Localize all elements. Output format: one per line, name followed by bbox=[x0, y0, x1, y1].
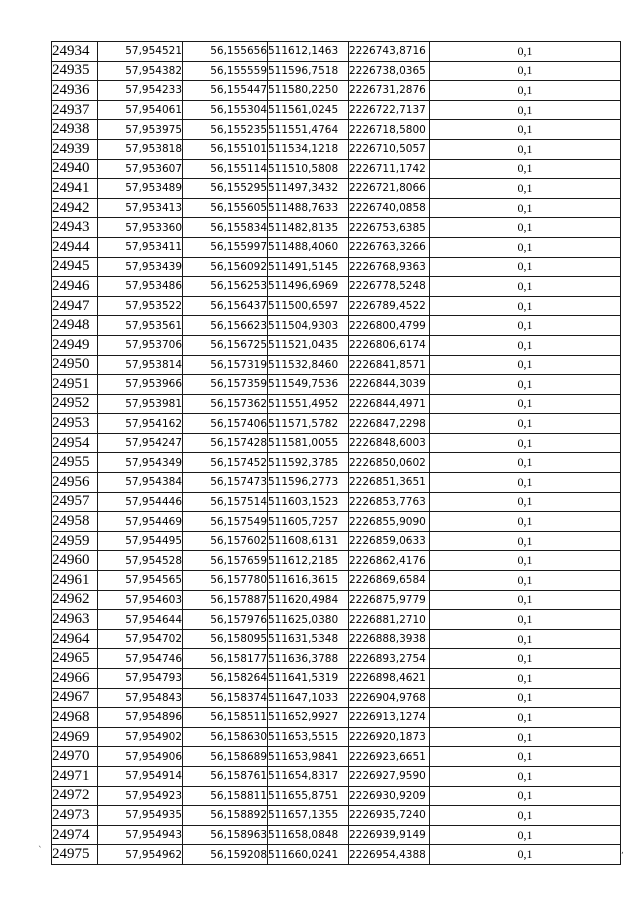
point-number-cell: 24943 bbox=[52, 218, 98, 238]
accuracy-cell: 0,1 bbox=[430, 257, 621, 277]
x-coordinate-cell: 511647,1033 bbox=[268, 688, 349, 708]
point-number-cell: 24968 bbox=[52, 708, 98, 728]
accuracy-cell: 0,1 bbox=[430, 845, 621, 865]
x-coordinate-cell: 511592,3785 bbox=[268, 453, 349, 473]
accuracy-cell: 0,1 bbox=[430, 669, 621, 689]
x-coordinate-cell: 511631,5348 bbox=[268, 629, 349, 649]
latitude-cell: 57,954746 bbox=[98, 649, 183, 669]
y-coordinate-cell: 2226862,4176 bbox=[349, 551, 430, 571]
y-coordinate-cell: 2226806,6174 bbox=[349, 335, 430, 355]
x-coordinate-cell: 511491,5145 bbox=[268, 257, 349, 277]
accuracy-cell: 0,1 bbox=[430, 120, 621, 140]
y-coordinate-cell: 2226920,1873 bbox=[349, 727, 430, 747]
x-coordinate-cell: 511551,4764 bbox=[268, 120, 349, 140]
longitude-cell: 56,157362 bbox=[183, 394, 268, 414]
latitude-cell: 57,953818 bbox=[98, 139, 183, 159]
accuracy-cell: 0,1 bbox=[430, 179, 621, 199]
x-coordinate-cell: 511636,3788 bbox=[268, 649, 349, 669]
x-coordinate-cell: 511652,9927 bbox=[268, 708, 349, 728]
accuracy-cell: 0,1 bbox=[430, 316, 621, 336]
scan-mark-left: ` bbox=[38, 846, 43, 856]
y-coordinate-cell: 2226722,7137 bbox=[349, 100, 430, 120]
accuracy-cell: 0,1 bbox=[430, 81, 621, 101]
latitude-cell: 57,954349 bbox=[98, 453, 183, 473]
longitude-cell: 56,155559 bbox=[183, 61, 268, 81]
point-number-cell: 24973 bbox=[52, 806, 98, 826]
y-coordinate-cell: 2226721,8066 bbox=[349, 179, 430, 199]
y-coordinate-cell: 2226954,4388 bbox=[349, 845, 430, 865]
x-coordinate-cell: 511654,8317 bbox=[268, 766, 349, 786]
point-number-cell: 24951 bbox=[52, 375, 98, 395]
point-number-cell: 24954 bbox=[52, 433, 98, 453]
x-coordinate-cell: 511551,4952 bbox=[268, 394, 349, 414]
x-coordinate-cell: 511657,1355 bbox=[268, 806, 349, 826]
x-coordinate-cell: 511561,0245 bbox=[268, 100, 349, 120]
accuracy-cell: 0,1 bbox=[430, 766, 621, 786]
longitude-cell: 56,158811 bbox=[183, 786, 268, 806]
x-coordinate-cell: 511497,3432 bbox=[268, 179, 349, 199]
point-number-cell: 24966 bbox=[52, 669, 98, 689]
x-coordinate-cell: 511603,1523 bbox=[268, 492, 349, 512]
table-row bbox=[52, 61, 621, 81]
longitude-cell: 56,158264 bbox=[183, 669, 268, 689]
point-number-cell: 24967 bbox=[52, 688, 98, 708]
latitude-cell: 57,954943 bbox=[98, 825, 183, 845]
y-coordinate-cell: 2226927,9590 bbox=[349, 766, 430, 786]
accuracy-cell: 0,1 bbox=[430, 100, 621, 120]
table-row bbox=[52, 237, 621, 257]
y-coordinate-cell: 2226855,9090 bbox=[349, 512, 430, 532]
table-row bbox=[52, 610, 621, 630]
point-number-cell: 24972 bbox=[52, 786, 98, 806]
point-number-cell: 24953 bbox=[52, 414, 98, 434]
y-coordinate-cell: 2226743,8716 bbox=[349, 42, 430, 62]
latitude-cell: 57,954702 bbox=[98, 629, 183, 649]
table-row bbox=[52, 139, 621, 159]
point-number-cell: 24964 bbox=[52, 629, 98, 649]
longitude-cell: 56,155295 bbox=[183, 179, 268, 199]
y-coordinate-cell: 2226841,8571 bbox=[349, 355, 430, 375]
longitude-cell: 56,155114 bbox=[183, 159, 268, 179]
accuracy-cell: 0,1 bbox=[430, 551, 621, 571]
longitude-cell: 56,157473 bbox=[183, 473, 268, 493]
longitude-cell: 56,158630 bbox=[183, 727, 268, 747]
y-coordinate-cell: 2226763,3266 bbox=[349, 237, 430, 257]
accuracy-cell: 0,1 bbox=[430, 237, 621, 257]
y-coordinate-cell: 2226847,2298 bbox=[349, 414, 430, 434]
y-coordinate-cell: 2226740,0858 bbox=[349, 198, 430, 218]
table-row bbox=[52, 708, 621, 728]
accuracy-cell: 0,1 bbox=[430, 453, 621, 473]
y-coordinate-cell: 2226718,5800 bbox=[349, 120, 430, 140]
longitude-cell: 56,158963 bbox=[183, 825, 268, 845]
x-coordinate-cell: 511608,6131 bbox=[268, 531, 349, 551]
point-number-cell: 24947 bbox=[52, 296, 98, 316]
table-row bbox=[52, 786, 621, 806]
latitude-cell: 57,954233 bbox=[98, 81, 183, 101]
table-row bbox=[52, 81, 621, 101]
y-coordinate-cell: 2226710,5057 bbox=[349, 139, 430, 159]
x-coordinate-cell: 511658,0848 bbox=[268, 825, 349, 845]
latitude-cell: 57,953411 bbox=[98, 237, 183, 257]
y-coordinate-cell: 2226800,4799 bbox=[349, 316, 430, 336]
point-number-cell: 24949 bbox=[52, 335, 98, 355]
accuracy-cell: 0,1 bbox=[430, 492, 621, 512]
longitude-cell: 56,155997 bbox=[183, 237, 268, 257]
table-row bbox=[52, 473, 621, 493]
table-row bbox=[52, 296, 621, 316]
longitude-cell: 56,157452 bbox=[183, 453, 268, 473]
y-coordinate-cell: 2226778,5248 bbox=[349, 277, 430, 297]
latitude-cell: 57,954962 bbox=[98, 845, 183, 865]
table-row bbox=[52, 629, 621, 649]
accuracy-cell: 0,1 bbox=[430, 159, 621, 179]
x-coordinate-cell: 511532,8460 bbox=[268, 355, 349, 375]
latitude-cell: 57,953607 bbox=[98, 159, 183, 179]
x-coordinate-cell: 511504,9303 bbox=[268, 316, 349, 336]
accuracy-cell: 0,1 bbox=[430, 708, 621, 728]
coordinate-table bbox=[51, 41, 621, 865]
longitude-cell: 56,158892 bbox=[183, 806, 268, 826]
longitude-cell: 56,156253 bbox=[183, 277, 268, 297]
y-coordinate-cell: 2226753,6385 bbox=[349, 218, 430, 238]
latitude-cell: 57,954469 bbox=[98, 512, 183, 532]
latitude-cell: 57,953706 bbox=[98, 335, 183, 355]
x-coordinate-cell: 511510,5808 bbox=[268, 159, 349, 179]
point-number-cell: 24959 bbox=[52, 531, 98, 551]
point-number-cell: 24950 bbox=[52, 355, 98, 375]
table-row bbox=[52, 571, 621, 591]
latitude-cell: 57,954382 bbox=[98, 61, 183, 81]
y-coordinate-cell: 2226853,7763 bbox=[349, 492, 430, 512]
latitude-cell: 57,953489 bbox=[98, 179, 183, 199]
y-coordinate-cell: 2226844,3039 bbox=[349, 375, 430, 395]
longitude-cell: 56,157976 bbox=[183, 610, 268, 630]
point-number-cell: 24955 bbox=[52, 453, 98, 473]
latitude-cell: 57,953966 bbox=[98, 375, 183, 395]
accuracy-cell: 0,1 bbox=[430, 786, 621, 806]
longitude-cell: 56,155235 bbox=[183, 120, 268, 140]
x-coordinate-cell: 511641,5319 bbox=[268, 669, 349, 689]
latitude-cell: 57,954843 bbox=[98, 688, 183, 708]
x-coordinate-cell: 511616,3615 bbox=[268, 571, 349, 591]
longitude-cell: 56,155447 bbox=[183, 81, 268, 101]
point-number-cell: 24956 bbox=[52, 473, 98, 493]
x-coordinate-cell: 511605,7257 bbox=[268, 512, 349, 532]
latitude-cell: 57,953360 bbox=[98, 218, 183, 238]
latitude-cell: 57,954528 bbox=[98, 551, 183, 571]
table-row bbox=[52, 766, 621, 786]
latitude-cell: 57,954914 bbox=[98, 766, 183, 786]
table-row bbox=[52, 42, 621, 62]
latitude-cell: 57,954644 bbox=[98, 610, 183, 630]
x-coordinate-cell: 511653,5515 bbox=[268, 727, 349, 747]
table-row bbox=[52, 531, 621, 551]
longitude-cell: 56,158374 bbox=[183, 688, 268, 708]
table-row bbox=[52, 218, 621, 238]
table-row bbox=[52, 551, 621, 571]
accuracy-cell: 0,1 bbox=[430, 806, 621, 826]
latitude-cell: 57,953522 bbox=[98, 296, 183, 316]
point-number-cell: 24974 bbox=[52, 825, 98, 845]
x-coordinate-cell: 511488,7633 bbox=[268, 198, 349, 218]
point-number-cell: 24936 bbox=[52, 81, 98, 101]
longitude-cell: 56,155101 bbox=[183, 139, 268, 159]
x-coordinate-cell: 511655,8751 bbox=[268, 786, 349, 806]
point-number-cell: 24952 bbox=[52, 394, 98, 414]
point-number-cell: 24948 bbox=[52, 316, 98, 336]
latitude-cell: 57,954521 bbox=[98, 42, 183, 62]
latitude-cell: 57,954565 bbox=[98, 571, 183, 591]
accuracy-cell: 0,1 bbox=[430, 629, 621, 649]
x-coordinate-cell: 511488,4060 bbox=[268, 237, 349, 257]
x-coordinate-cell: 511612,2185 bbox=[268, 551, 349, 571]
longitude-cell: 56,159208 bbox=[183, 845, 268, 865]
y-coordinate-cell: 2226881,2710 bbox=[349, 610, 430, 630]
accuracy-cell: 0,1 bbox=[430, 649, 621, 669]
table-row bbox=[52, 120, 621, 140]
accuracy-cell: 0,1 bbox=[430, 433, 621, 453]
table-row bbox=[52, 512, 621, 532]
point-number-cell: 24935 bbox=[52, 61, 98, 81]
point-number-cell: 24934 bbox=[52, 42, 98, 62]
accuracy-cell: 0,1 bbox=[430, 375, 621, 395]
longitude-cell: 56,157887 bbox=[183, 590, 268, 610]
longitude-cell: 56,157319 bbox=[183, 355, 268, 375]
table-row bbox=[52, 277, 621, 297]
x-coordinate-cell: 511653,9841 bbox=[268, 747, 349, 767]
accuracy-cell: 0,1 bbox=[430, 198, 621, 218]
point-number-cell: 24945 bbox=[52, 257, 98, 277]
x-coordinate-cell: 511596,7518 bbox=[268, 61, 349, 81]
table-row bbox=[52, 179, 621, 199]
y-coordinate-cell: 2226848,6003 bbox=[349, 433, 430, 453]
y-coordinate-cell: 2226904,9768 bbox=[349, 688, 430, 708]
table-row bbox=[52, 198, 621, 218]
coordinate-table-body bbox=[52, 42, 621, 865]
table-row bbox=[52, 649, 621, 669]
table-row bbox=[52, 590, 621, 610]
point-number-cell: 24958 bbox=[52, 512, 98, 532]
table-row bbox=[52, 375, 621, 395]
accuracy-cell: 0,1 bbox=[430, 394, 621, 414]
point-number-cell: 24965 bbox=[52, 649, 98, 669]
longitude-cell: 56,155304 bbox=[183, 100, 268, 120]
point-number-cell: 24963 bbox=[52, 610, 98, 630]
accuracy-cell: 0,1 bbox=[430, 590, 621, 610]
longitude-cell: 56,157659 bbox=[183, 551, 268, 571]
latitude-cell: 57,953486 bbox=[98, 277, 183, 297]
table-row bbox=[52, 453, 621, 473]
accuracy-cell: 0,1 bbox=[430, 139, 621, 159]
table-row bbox=[52, 669, 621, 689]
x-coordinate-cell: 511660,0241 bbox=[268, 845, 349, 865]
point-number-cell: 24944 bbox=[52, 237, 98, 257]
latitude-cell: 57,953561 bbox=[98, 316, 183, 336]
x-coordinate-cell: 511596,2773 bbox=[268, 473, 349, 493]
point-number-cell: 24938 bbox=[52, 120, 98, 140]
table-row bbox=[52, 727, 621, 747]
longitude-cell: 56,158177 bbox=[183, 649, 268, 669]
x-coordinate-cell: 511549,7536 bbox=[268, 375, 349, 395]
y-coordinate-cell: 2226875,9779 bbox=[349, 590, 430, 610]
accuracy-cell: 0,1 bbox=[430, 277, 621, 297]
y-coordinate-cell: 2226711,1742 bbox=[349, 159, 430, 179]
latitude-cell: 57,954061 bbox=[98, 100, 183, 120]
y-coordinate-cell: 2226893,2754 bbox=[349, 649, 430, 669]
table-row bbox=[52, 316, 621, 336]
y-coordinate-cell: 2226768,9363 bbox=[349, 257, 430, 277]
longitude-cell: 56,155605 bbox=[183, 198, 268, 218]
accuracy-cell: 0,1 bbox=[430, 531, 621, 551]
y-coordinate-cell: 2226851,3651 bbox=[349, 473, 430, 493]
point-number-cell: 24939 bbox=[52, 139, 98, 159]
latitude-cell: 57,954902 bbox=[98, 727, 183, 747]
table-row bbox=[52, 159, 621, 179]
longitude-cell: 56,157406 bbox=[183, 414, 268, 434]
y-coordinate-cell: 2226923,6651 bbox=[349, 747, 430, 767]
y-coordinate-cell: 2226930,9209 bbox=[349, 786, 430, 806]
y-coordinate-cell: 2226844,4971 bbox=[349, 394, 430, 414]
table-row bbox=[52, 257, 621, 277]
table-row bbox=[52, 335, 621, 355]
y-coordinate-cell: 2226869,6584 bbox=[349, 571, 430, 591]
point-number-cell: 24941 bbox=[52, 179, 98, 199]
x-coordinate-cell: 511496,6969 bbox=[268, 277, 349, 297]
table-row bbox=[52, 845, 621, 865]
longitude-cell: 56,157602 bbox=[183, 531, 268, 551]
point-number-cell: 24940 bbox=[52, 159, 98, 179]
latitude-cell: 57,953981 bbox=[98, 394, 183, 414]
x-coordinate-cell: 511571,5782 bbox=[268, 414, 349, 434]
accuracy-cell: 0,1 bbox=[430, 747, 621, 767]
accuracy-cell: 0,1 bbox=[430, 473, 621, 493]
x-coordinate-cell: 511612,1463 bbox=[268, 42, 349, 62]
table-row bbox=[52, 100, 621, 120]
accuracy-cell: 0,1 bbox=[430, 296, 621, 316]
x-coordinate-cell: 511534,1218 bbox=[268, 139, 349, 159]
latitude-cell: 57,954906 bbox=[98, 747, 183, 767]
accuracy-cell: 0,1 bbox=[430, 42, 621, 62]
table-row bbox=[52, 688, 621, 708]
longitude-cell: 56,156725 bbox=[183, 335, 268, 355]
x-coordinate-cell: 511581,0055 bbox=[268, 433, 349, 453]
table-row bbox=[52, 394, 621, 414]
y-coordinate-cell: 2226913,1274 bbox=[349, 708, 430, 728]
latitude-cell: 57,954247 bbox=[98, 433, 183, 453]
longitude-cell: 56,157780 bbox=[183, 571, 268, 591]
longitude-cell: 56,155834 bbox=[183, 218, 268, 238]
table-row bbox=[52, 355, 621, 375]
table-row bbox=[52, 492, 621, 512]
accuracy-cell: 0,1 bbox=[430, 218, 621, 238]
longitude-cell: 56,157359 bbox=[183, 375, 268, 395]
point-number-cell: 24937 bbox=[52, 100, 98, 120]
y-coordinate-cell: 2226859,0633 bbox=[349, 531, 430, 551]
table-row bbox=[52, 747, 621, 767]
latitude-cell: 57,953413 bbox=[98, 198, 183, 218]
y-coordinate-cell: 2226935,7240 bbox=[349, 806, 430, 826]
accuracy-cell: 0,1 bbox=[430, 610, 621, 630]
accuracy-cell: 0,1 bbox=[430, 61, 621, 81]
point-number-cell: 24975 bbox=[52, 845, 98, 865]
latitude-cell: 57,954793 bbox=[98, 669, 183, 689]
y-coordinate-cell: 2226738,0365 bbox=[349, 61, 430, 81]
x-coordinate-cell: 511482,8135 bbox=[268, 218, 349, 238]
table-row bbox=[52, 414, 621, 434]
point-number-cell: 24970 bbox=[52, 747, 98, 767]
point-number-cell: 24962 bbox=[52, 590, 98, 610]
x-coordinate-cell: 511620,4984 bbox=[268, 590, 349, 610]
point-number-cell: 24946 bbox=[52, 277, 98, 297]
longitude-cell: 56,157549 bbox=[183, 512, 268, 532]
x-coordinate-cell: 511580,2250 bbox=[268, 81, 349, 101]
longitude-cell: 56,158689 bbox=[183, 747, 268, 767]
table-row bbox=[52, 806, 621, 826]
latitude-cell: 57,954384 bbox=[98, 473, 183, 493]
longitude-cell: 56,158511 bbox=[183, 708, 268, 728]
x-coordinate-cell: 511625,0380 bbox=[268, 610, 349, 630]
latitude-cell: 57,954603 bbox=[98, 590, 183, 610]
x-coordinate-cell: 511521,0435 bbox=[268, 335, 349, 355]
longitude-cell: 56,156623 bbox=[183, 316, 268, 336]
longitude-cell: 56,155656 bbox=[183, 42, 268, 62]
longitude-cell: 56,157428 bbox=[183, 433, 268, 453]
latitude-cell: 57,954896 bbox=[98, 708, 183, 728]
latitude-cell: 57,954162 bbox=[98, 414, 183, 434]
accuracy-cell: 0,1 bbox=[430, 512, 621, 532]
latitude-cell: 57,953975 bbox=[98, 120, 183, 140]
coordinate-sheet bbox=[51, 41, 621, 865]
point-number-cell: 24960 bbox=[52, 551, 98, 571]
latitude-cell: 57,953814 bbox=[98, 355, 183, 375]
accuracy-cell: 0,1 bbox=[430, 571, 621, 591]
table-row bbox=[52, 825, 621, 845]
y-coordinate-cell: 2226939,9149 bbox=[349, 825, 430, 845]
y-coordinate-cell: 2226888,3938 bbox=[349, 629, 430, 649]
point-number-cell: 24971 bbox=[52, 766, 98, 786]
latitude-cell: 57,954935 bbox=[98, 806, 183, 826]
accuracy-cell: 0,1 bbox=[430, 335, 621, 355]
latitude-cell: 57,954495 bbox=[98, 531, 183, 551]
longitude-cell: 56,158761 bbox=[183, 766, 268, 786]
point-number-cell: 24969 bbox=[52, 727, 98, 747]
longitude-cell: 56,156437 bbox=[183, 296, 268, 316]
point-number-cell: 24942 bbox=[52, 198, 98, 218]
longitude-cell: 56,157514 bbox=[183, 492, 268, 512]
accuracy-cell: 0,1 bbox=[430, 414, 621, 434]
y-coordinate-cell: 2226898,4621 bbox=[349, 669, 430, 689]
point-number-cell: 24957 bbox=[52, 492, 98, 512]
point-number-cell: 24961 bbox=[52, 571, 98, 591]
scan-mark-right: , bbox=[621, 846, 624, 856]
longitude-cell: 56,156092 bbox=[183, 257, 268, 277]
longitude-cell: 56,158095 bbox=[183, 629, 268, 649]
y-coordinate-cell: 2226731,2876 bbox=[349, 81, 430, 101]
accuracy-cell: 0,1 bbox=[430, 727, 621, 747]
accuracy-cell: 0,1 bbox=[430, 355, 621, 375]
latitude-cell: 57,954446 bbox=[98, 492, 183, 512]
x-coordinate-cell: 511500,6597 bbox=[268, 296, 349, 316]
accuracy-cell: 0,1 bbox=[430, 688, 621, 708]
y-coordinate-cell: 2226850,0602 bbox=[349, 453, 430, 473]
latitude-cell: 57,954923 bbox=[98, 786, 183, 806]
accuracy-cell: 0,1 bbox=[430, 825, 621, 845]
table-row bbox=[52, 433, 621, 453]
y-coordinate-cell: 2226789,4522 bbox=[349, 296, 430, 316]
latitude-cell: 57,953439 bbox=[98, 257, 183, 277]
